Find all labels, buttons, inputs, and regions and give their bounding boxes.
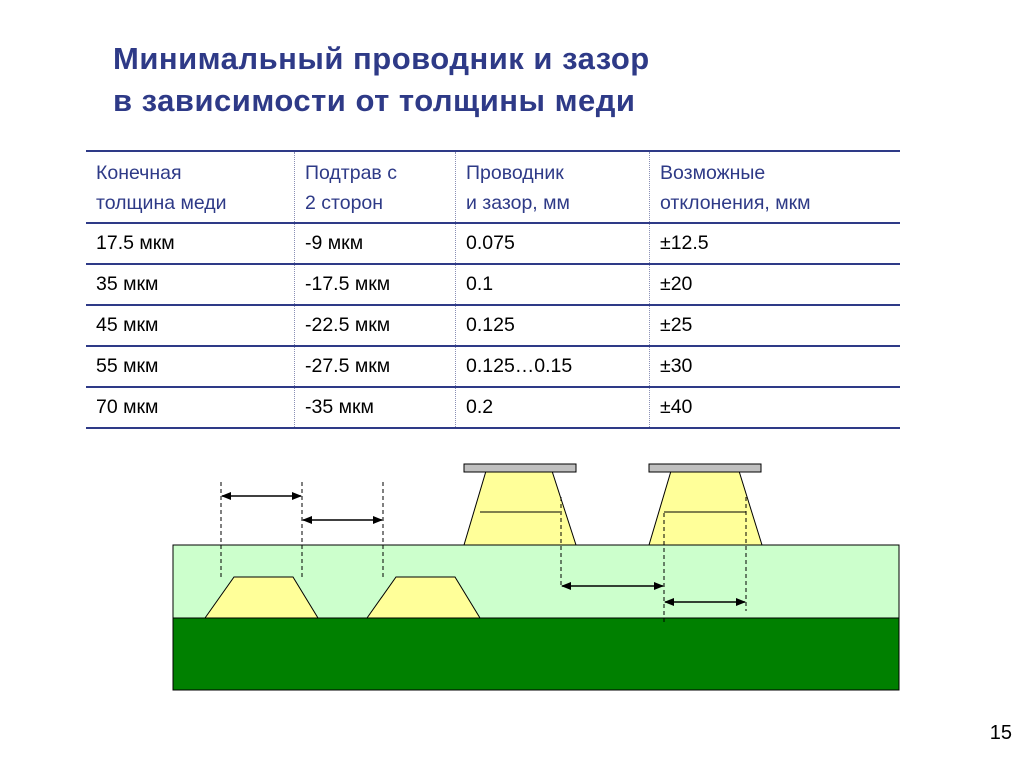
cell-thickness: 70 мкм [96,396,159,418]
header-final-thickness: Конечная толщина меди [96,162,227,214]
base-layer [173,618,899,690]
cell-tolerance: ±25 [650,305,901,346]
resist-cap-left [464,464,576,472]
header-tolerance: Возможные отклонения, мкм [650,151,901,223]
cell-thickness: 35 мкм [96,273,159,295]
header-undercut: Подтрав с 2 сторон [295,151,456,223]
slide-title-line-2: в зависимости от толщины меди [113,83,636,118]
resist-cap-right [649,464,761,472]
cell-thickness: 55 мкм [96,355,159,377]
cell-tolerance: ±40 [650,387,901,428]
slide-title-line-1: Минимальный проводник и зазор [113,41,650,76]
outer-trace-right [649,471,762,545]
cell-tolerance: ±20 [650,264,901,305]
outer-trace-left [464,471,576,545]
page-number: 15 [989,722,1012,744]
cell-trace-gap: 0.075 [456,223,650,264]
cell-undercut: -9 мкм [295,223,456,264]
cell-undercut: -27.5 мкм [295,346,456,387]
cell-trace-gap: 0.2 [456,387,650,428]
cell-tolerance: ±30 [650,346,901,387]
cell-trace-gap: 0.1 [456,264,650,305]
header-trace-gap: Проводник и зазор, мм [456,151,650,223]
cell-undercut: -35 мкм [295,387,456,428]
cell-undercut: -22.5 мкм [295,305,456,346]
cell-trace-gap: 0.125 [456,305,650,346]
cell-thickness: 45 мкм [96,314,159,336]
cell-tolerance: ±12.5 [650,223,901,264]
cell-undercut: -17.5 мкм [295,264,456,305]
cell-thickness: 17.5 мкм [96,232,175,254]
cell-trace-gap: 0.125…0.15 [456,346,650,387]
